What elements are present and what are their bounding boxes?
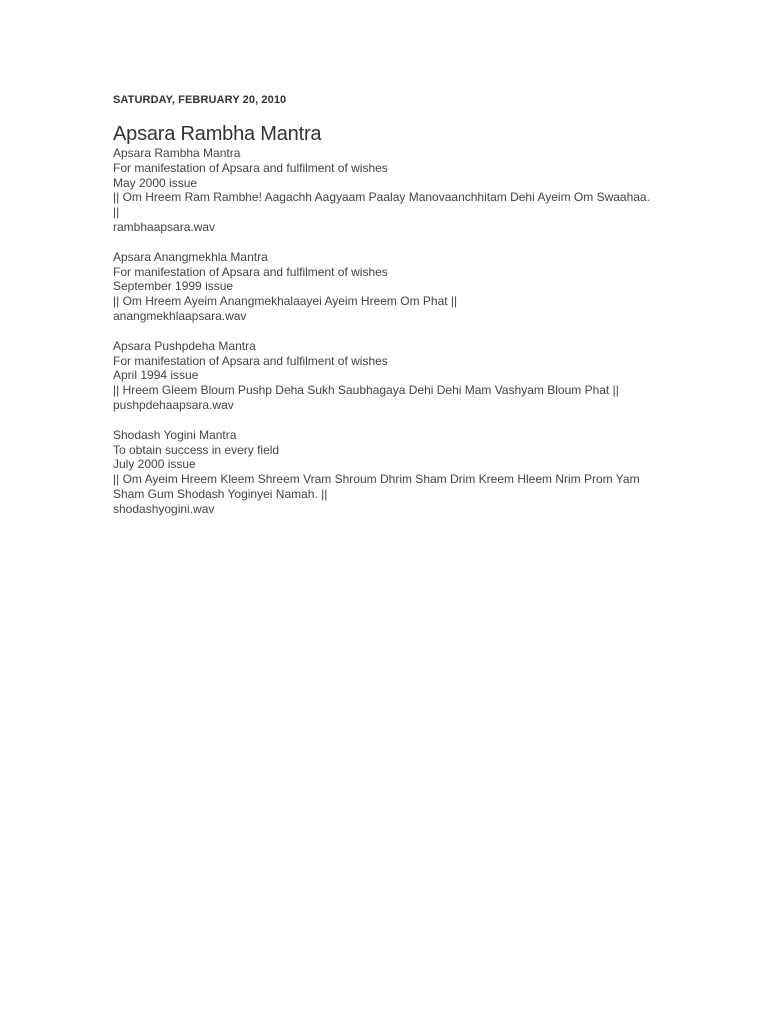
mantra-name: Apsara Pushpdeha Mantra <box>113 338 256 353</box>
mantra-issue: July 2000 issue <box>113 457 196 472</box>
blog-post <box>113 93 653 532</box>
mantra-issue: May 2000 issue <box>113 175 198 190</box>
mantra-purpose: To obtain success in every field <box>113 442 280 457</box>
mantra-issue: April 1994 issue <box>113 368 199 383</box>
mantra-name: Shodash Yogini Mantra <box>113 427 237 442</box>
mantra-audio-file: shodashyogini.wav <box>113 501 215 516</box>
date-header: SATURDAY, FEBRUARY 20, 2010 <box>113 94 287 106</box>
mantra-text: || Om Hreem Ram Rambhe! Aagachh Aagyaam Paalay Manovaanchhitam Dehi Ayeim Om Swaahaa. || <box>113 190 650 220</box>
mantra-name: Apsara Rambha Mantra <box>113 146 241 160</box>
mantra-purpose: For manifestation of Apsara and fulfilment of wishes <box>113 353 388 368</box>
mantra-entry <box>113 250 653 324</box>
mantra-text: || Hreem Gleem Bloum Pushp Deha Sukh Saubhagaya Dehi Dehi Mam Vashyam Bloum Phat || <box>113 383 619 398</box>
mantra-entry <box>113 146 653 235</box>
mantra-issue: September 1999 issue <box>113 279 234 294</box>
mantra-audio-file: pushpdehaapsara.wav <box>113 397 234 412</box>
mantra-text: || Om Hreem Ayeim Anangmekhalaayei Ayeim Hreem Om Phat || <box>113 294 458 309</box>
mantra-purpose: For manifestation of Apsara and fulfilment of wishes <box>113 264 388 279</box>
mantra-audio-file: rambhaapsara.wav <box>113 219 216 234</box>
mantra-text: || Om Ayeim Hreem Kleem Shreem Vram Shroum Dhrim Sham Drim Kreem Hleem Nrim Prom Yam Sham Gum Shodash Yoginyei Namah. || <box>113 472 640 501</box>
mantra-entry <box>113 428 653 517</box>
post-title: Apsara Rambha Mantra <box>113 123 322 145</box>
mantra-entry <box>113 339 653 413</box>
mantra-purpose: For manifestation of Apsara and fulfilment of wishes <box>113 160 388 175</box>
mantra-audio-file: anangmekhlaapsara.wav <box>113 308 247 323</box>
mantra-name: Apsara Anangmekhla Mantra <box>113 249 268 264</box>
